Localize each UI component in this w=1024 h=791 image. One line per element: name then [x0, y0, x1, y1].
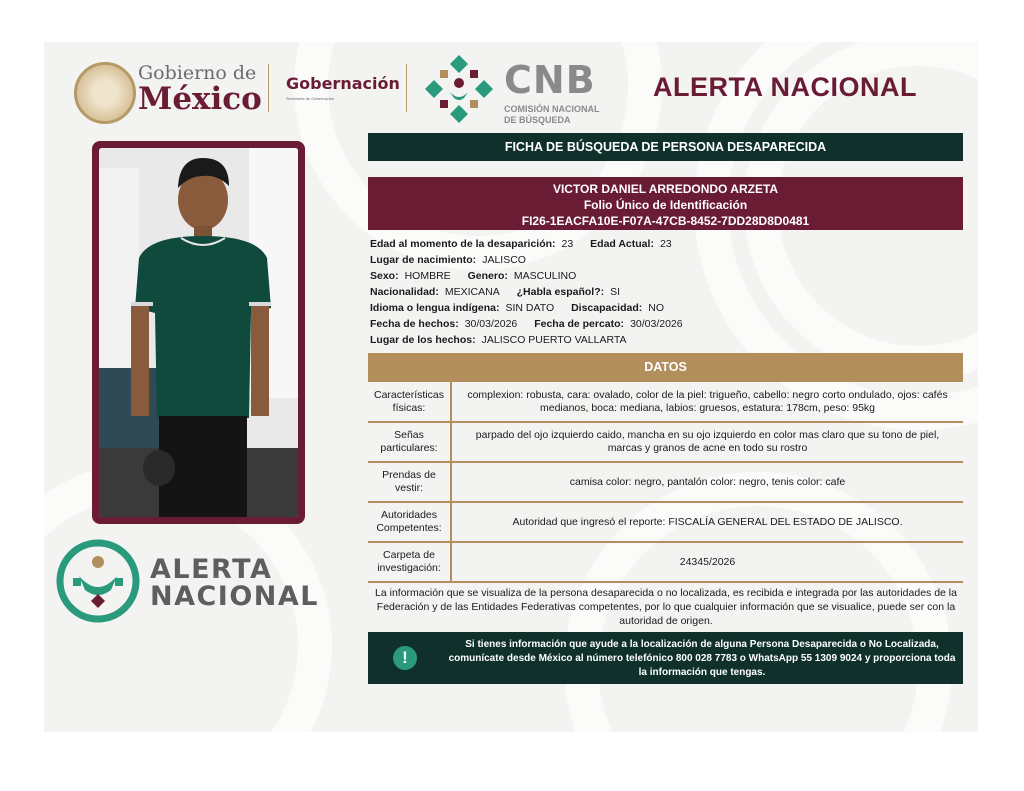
table-row-value: parpado del ojo izquierdo caido, mancha en su ojo izquierdo en color mas claro que su tono de piel, marcas y granos de acne en todo su rostro — [451, 422, 963, 462]
person-photo — [99, 148, 298, 517]
alerta-nacional-logo — [150, 556, 319, 610]
field-value: JALISCO — [482, 254, 526, 266]
info-row — [370, 284, 970, 300]
field-value: HOMBRE — [404, 270, 451, 282]
gobernacion-text: Gobernación — [286, 74, 400, 93]
field-value: 23 — [659, 238, 672, 250]
table-row — [368, 462, 963, 502]
table-row-value: camisa color: negro, pantalón color: negro, tenis color: cafe — [451, 462, 963, 502]
person-name-bar — [368, 177, 963, 230]
info-row — [370, 300, 970, 316]
exclamation-icon: ! — [393, 646, 417, 670]
divider — [268, 64, 269, 112]
gob-line1: Gobierno de — [138, 62, 257, 84]
gobierno-de-mexico-logo — [138, 64, 262, 115]
info-row — [370, 236, 970, 252]
person-name: VICTOR DANIEL ARREDONDO ARZETA — [552, 182, 779, 196]
header-logos — [74, 58, 634, 128]
field-label: Idioma o lengua indígena: — [370, 302, 500, 314]
datos-table — [368, 382, 963, 583]
logo-line1: ALERTA — [150, 554, 273, 585]
field-label: Lugar de los hechos: — [370, 334, 476, 346]
gobernacion-subtext: Secretaría de Gobernación — [286, 96, 335, 101]
cnb-text: CNB — [504, 58, 596, 102]
table-row-value: Autoridad que ingresó el reporte: FISCALÍA GENERAL DEL ESTADO DE JALISCO. — [451, 502, 963, 542]
gobernacion-logo — [286, 74, 400, 101]
field-value: SIN DATO — [505, 302, 555, 314]
field-label: Genero: — [467, 270, 508, 282]
table-row-label: Autoridades Competentes: — [368, 502, 451, 542]
field-label: Fecha de percato: — [534, 318, 625, 330]
person-photo-frame — [92, 141, 305, 524]
table-row — [368, 422, 963, 462]
cnb-logo — [504, 58, 614, 126]
contact-footer — [368, 632, 963, 684]
field-label: ¿Habla español?: — [516, 286, 605, 298]
contact-text: Si tienes información que ayude a la localización de alguna Persona Desaparecida o No Localizada, comunícate desde México al número telefónico 800 028 7783 o WhatsApp 55 1309 9024 y proporciona toda la información que tengas. — [448, 639, 956, 678]
info-row — [370, 316, 970, 332]
field-value: MASCULINO — [513, 270, 577, 282]
alerta-nacional-title: ALERTA NACIONAL — [653, 72, 917, 102]
table-row-label: Características físicas: — [368, 382, 451, 422]
info-row — [370, 332, 970, 348]
table-row — [368, 382, 963, 422]
folio-label: Folio Único de Identificación — [583, 198, 748, 212]
field-label: Discapacidad: — [571, 302, 643, 314]
divider — [406, 64, 407, 112]
cnb-emblem-icon — [422, 52, 496, 126]
info-row — [370, 268, 970, 284]
folio-number: FI26-1EACFA10E-F07A-47CB-8452-7DD28D8D0481 — [521, 214, 810, 228]
field-label: Fecha de hechos: — [370, 318, 459, 330]
table-row-label: Prendas de vestir: — [368, 462, 451, 502]
disclaimer-note: La información que se visualiza de la persona desaparecida o no localizada, es recibida e integrada por las autoridades de la Federación y de las Entidades Federativas competentes, por lo que cualquier información que se visualice, puede ser con la autoridad de origen. — [375, 587, 957, 627]
field-value: 30/03/2026 — [630, 318, 683, 330]
field-label: Lugar de nacimiento: — [370, 254, 477, 266]
field-value: 23 — [561, 238, 574, 250]
cnb-subtext: COMISIÓN NACIONAL DE BÚSQUEDA — [504, 104, 600, 125]
national-seal-logo — [74, 62, 136, 124]
table-row — [368, 542, 963, 582]
field-label: Sexo: — [370, 270, 399, 282]
info-row — [370, 252, 970, 268]
table-row-value: complexion: robusta, cara: ovalado, color de la piel: trigueño, cabello: negro corto ondulado, ojos: cafés medianos, boca: mediana, labios: gruesos, estatura: 178cm, peso: 95kg — [451, 382, 963, 422]
alerta-nacional-emblem-icon — [55, 538, 141, 624]
table-row-label: Señas particulares: — [368, 422, 451, 462]
table-row-label: Carpeta de investigación: — [368, 542, 451, 582]
table-row — [368, 502, 963, 542]
gob-line2: México — [138, 81, 262, 117]
field-value: SI — [610, 286, 621, 298]
field-value: JALISCO PUERTO VALLARTA — [481, 334, 627, 346]
field-value: MEXICANA — [444, 286, 500, 298]
table-row-value: 24345/2026 — [451, 542, 963, 582]
field-label: Edad al momento de la desaparición: — [370, 238, 556, 250]
person-info — [370, 236, 970, 348]
field-label: Edad Actual: — [590, 238, 654, 250]
datos-title-bar: DATOS — [368, 353, 963, 382]
field-label: Nacionalidad: — [370, 286, 439, 298]
logo-line2: NACIONAL — [150, 581, 320, 612]
field-value: 30/03/2026 — [464, 318, 518, 330]
field-value: NO — [648, 302, 665, 314]
ficha-title-bar: FICHA DE BÚSQUEDA DE PERSONA DESAPARECIDA — [368, 133, 963, 161]
